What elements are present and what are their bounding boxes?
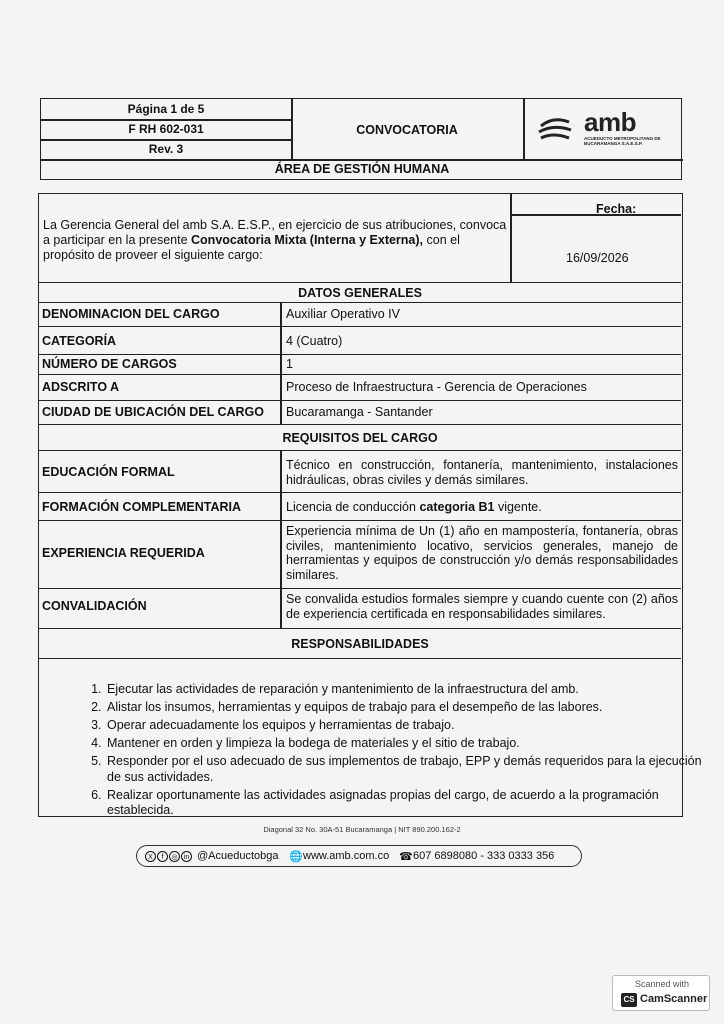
logo-name: amb <box>584 107 636 137</box>
formacion-value: Licencia de conducción categoria B1 vigente. <box>286 500 542 514</box>
globe-icon: 🌐 <box>289 851 303 863</box>
intro-text: La Gerencia General del amb S.A. E.S.P., en ejercicio de sus atribuciones, convoca a participar en la presente Convocatoria Mixta (Interna y Externa), con el propósito de proveer el siguiente cargo: <box>43 218 507 262</box>
list-item: 5. Responder por el uso adecuado de sus implementos de trabajo, EPP y demás requeridos para la ejecución de sus actividades. <box>105 754 705 785</box>
experiencia-value: Experiencia mínima de Un (1) año en mampostería, fontanería, obras civiles, mantenimiento locativo, servicios generales, manejo de herramientas y equipos de construcción y/o demás responsabilidades similares. <box>286 524 678 582</box>
numero-cargos-value: 1 <box>286 357 293 371</box>
social-icons <box>145 850 193 862</box>
social-handle: @Acueductobga <box>197 850 279 862</box>
page-number: Página 1 de 5 <box>127 102 205 116</box>
fecha-label: Fecha: <box>596 202 637 216</box>
datos-generales-title: DATOS GENERALES <box>298 286 422 300</box>
adscrito-value: Proceso de Infraestructura - Gerencia de Operaciones <box>286 380 587 394</box>
camscanner-name: CamScanner <box>640 993 708 1005</box>
document-revision: Rev. 3 <box>148 142 184 156</box>
area-title: ÁREA DE GESTIÓN HUMANA <box>274 162 450 176</box>
numero-cargos-label: NÚMERO DE CARGOS <box>42 357 177 371</box>
experiencia-label: EXPERIENCIA REQUERIDA <box>42 546 205 560</box>
responsabilidades-title: RESPONSABILIDADES <box>291 637 429 651</box>
ciudad-value: Bucaramanga - Santander <box>286 405 433 419</box>
document-code: F RH 602-031 <box>128 122 204 136</box>
footer-contact-bar <box>136 845 582 867</box>
scanned-with-text: Scanned with <box>634 979 690 989</box>
requisitos-title: REQUISITOS DEL CARGO <box>282 431 438 445</box>
formacion-label: FORMACIÓN COMPLEMENTARIA <box>42 500 242 514</box>
list-item: 6. Realizar oportunamente las actividades asignadas propias del cargo, de acuerdo a la programación establecida. <box>105 788 705 819</box>
responsabilidades-list <box>81 682 705 821</box>
list-item: 3. Operar adecuadamente los equipos y herramientas de trabajo. <box>105 718 705 734</box>
phone-icon: ☎ <box>399 851 413 863</box>
cargo-label: DENOMINACION DEL CARGO <box>42 307 220 321</box>
website: www.amb.com.co <box>303 850 390 862</box>
educacion-value: Técnico en construcción, fontanería, mantenimiento, instalaciones hidráulicas, obras civiles y demás similares. <box>286 458 678 487</box>
x-icon: X <box>145 851 156 862</box>
facebook-icon: f <box>157 851 168 862</box>
ciudad-label: CIUDAD DE UBICACIÓN DEL CARGO <box>42 405 264 419</box>
instagram-icon: ◎ <box>169 851 180 862</box>
logo-subtitle: ACUEDUCTO METROPOLITANO DE BUCARAMANGA S.A.E.S.P. <box>584 136 661 146</box>
document-title: CONVOCATORIA <box>356 123 458 137</box>
camscanner-icon: CS <box>621 993 637 1007</box>
camscanner-watermark <box>612 975 710 1011</box>
phone-numbers: 607 6898080 - 333 0333 356 <box>413 850 555 862</box>
list-item: 1. Ejecutar las actividades de reparación y mantenimiento de la infraestructura del amb. <box>105 682 705 698</box>
educacion-label: EDUCACIÓN FORMAL <box>42 465 175 479</box>
convalidacion-label: CONVALIDACIÓN <box>42 599 147 613</box>
linkedin-icon: in <box>181 851 192 862</box>
convalidacion-value: Se convalida estudios formales siempre y cuando cuente con (2) años de experiencia certificada en responsabilidades similares. <box>286 592 678 621</box>
fecha-value: 16/09/2026 <box>566 251 629 265</box>
categoria-label: CATEGORÍA <box>42 334 117 348</box>
convocatoria-table <box>38 193 702 817</box>
cargo-value: Auxiliar Operativo IV <box>286 307 400 321</box>
list-item: 4. Mantener en orden y limpieza la bodega de materiales y el sitio de trabajo. <box>105 736 705 752</box>
list-item: 2. Alistar los insumos, herramientas y equipos de trabajo para el desempeño de las labores. <box>105 700 705 716</box>
categoria-value: 4 (Cuatro) <box>286 334 343 348</box>
footer-address: Diagonal 32 No. 30A-51 Bucaramanga | NIT 890.200.162-2 <box>263 825 461 834</box>
adscrito-label: ADSCRITO A <box>42 380 120 394</box>
